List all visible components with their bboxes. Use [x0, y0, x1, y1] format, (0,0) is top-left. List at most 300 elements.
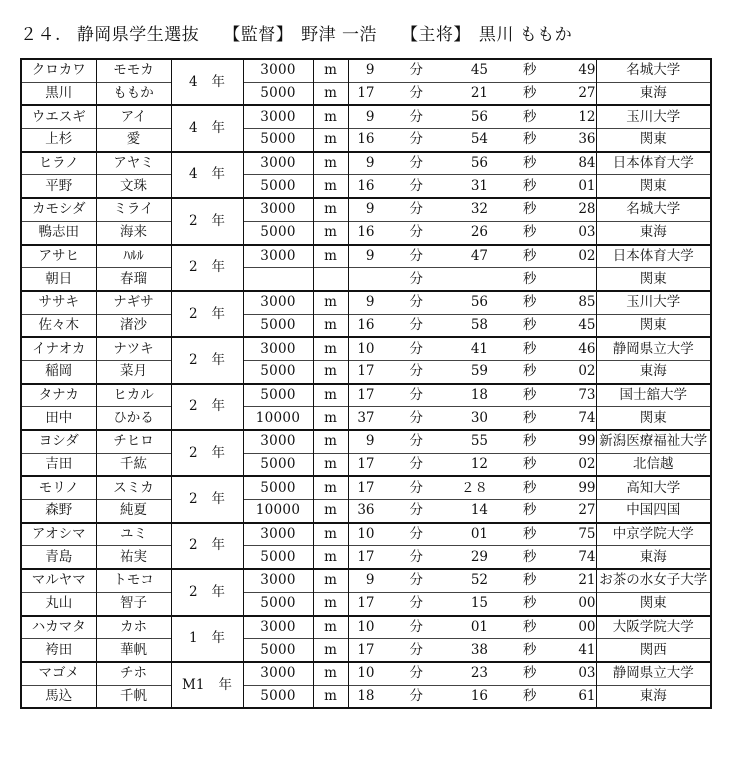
given-name: 文珠: [96, 175, 171, 198]
grade-unit: 年: [211, 305, 226, 322]
university: 名城大学: [596, 198, 711, 221]
time-breakdown: [349, 199, 596, 220]
kana-given-name: ﾊﾙﾙ: [96, 245, 171, 268]
region: 関東: [596, 592, 711, 615]
kana-surname: ヨシダ: [21, 430, 96, 453]
record-time: [348, 360, 596, 383]
distance-unit: m: [313, 592, 348, 615]
distance-unit: [313, 268, 348, 291]
grade-cell: [171, 59, 243, 105]
grade-cell: [171, 430, 243, 476]
distance-unit: m: [313, 569, 348, 592]
athlete-row: [21, 592, 711, 615]
grade-cell: [171, 523, 243, 569]
record-time: [348, 569, 596, 592]
kana-surname: ウエスギ: [21, 105, 96, 128]
seconds-value: 56: [470, 155, 488, 172]
kana-given-name: アイ: [96, 105, 171, 128]
seconds-unit: 秒: [523, 526, 537, 543]
time-breakdown: [349, 60, 596, 81]
seconds-value: 18: [470, 386, 488, 403]
seconds-unit: 秒: [523, 502, 537, 519]
minutes-value: 16: [357, 177, 375, 194]
minutes-value: 9: [365, 294, 375, 311]
distance: 3000: [243, 198, 313, 221]
grade-unit: 年: [211, 444, 226, 461]
grade-cell: [171, 245, 243, 291]
distance: 5000: [243, 82, 313, 105]
minutes-value: 17: [357, 85, 375, 102]
seconds-unit: 秒: [523, 595, 537, 612]
distance-unit: m: [313, 221, 348, 244]
athlete-row: [21, 291, 711, 314]
distance-unit: m: [313, 59, 348, 82]
record-time: [348, 500, 596, 523]
grade-value: 4: [188, 166, 198, 183]
minutes-value: 10: [357, 340, 375, 357]
distance-unit: m: [313, 662, 348, 685]
university: 静岡県立大学: [596, 337, 711, 360]
athlete-row: [21, 616, 711, 639]
distance: 3000: [243, 291, 313, 314]
record-time: [348, 523, 596, 546]
time-breakdown: [349, 593, 596, 614]
seconds-unit: 秒: [523, 433, 537, 450]
minutes-value: 16: [357, 224, 375, 241]
given-name: 華帆: [96, 639, 171, 662]
surname: 黒川: [21, 82, 96, 105]
minutes-unit: 分: [409, 270, 423, 287]
grade-unit: 年: [211, 583, 226, 600]
distance: [243, 268, 313, 291]
athlete-row: [21, 453, 711, 476]
distance: 3000: [243, 105, 313, 128]
seconds-unit: 秒: [523, 687, 537, 704]
minutes-unit: 分: [409, 526, 423, 543]
region: 関東: [596, 407, 711, 430]
seconds-unit: 秒: [523, 85, 537, 102]
grade-unit: 年: [211, 537, 226, 554]
fraction-value: [572, 269, 596, 290]
seconds-value: 23: [470, 665, 488, 682]
minutes-value: 9: [365, 155, 375, 172]
seconds-value: 56: [470, 108, 488, 125]
record-time: [348, 245, 596, 268]
minutes-value: 36: [357, 502, 375, 519]
grade-cell: [171, 198, 243, 244]
minutes-unit: 分: [409, 340, 423, 357]
seconds-unit: 秒: [523, 155, 537, 172]
surname: 田中: [21, 407, 96, 430]
kana-surname: クロカワ: [21, 59, 96, 82]
page-header: [20, 20, 574, 45]
fraction-value: 41: [578, 641, 596, 658]
minutes-value: 16: [357, 316, 375, 333]
grade-value: 2: [188, 491, 198, 508]
fraction-value: 49: [578, 62, 596, 79]
fraction-value: 02: [578, 247, 596, 264]
minutes-value: 9: [365, 433, 375, 450]
seconds-value: 58: [470, 316, 488, 333]
grade-value: 4: [188, 73, 198, 90]
kana-given-name: ミライ: [96, 198, 171, 221]
minutes-unit: 分: [409, 131, 423, 148]
surname: 稲岡: [21, 360, 96, 383]
distance-unit: m: [313, 152, 348, 175]
distance-unit: m: [313, 245, 348, 268]
region: 東海: [596, 221, 711, 244]
fraction-value: 28: [578, 201, 596, 218]
time-breakdown: [349, 547, 596, 568]
kana-given-name: ナギサ: [96, 291, 171, 314]
grade-cell: [171, 152, 243, 198]
time-breakdown: [349, 292, 596, 313]
minutes-unit: 分: [409, 433, 423, 450]
minutes-unit: 分: [409, 386, 423, 403]
kana-given-name: アヤミ: [96, 152, 171, 175]
minutes-unit: 分: [409, 294, 423, 311]
fraction-value: 75: [578, 526, 596, 543]
distance-unit: m: [313, 198, 348, 221]
distance: 3000: [243, 662, 313, 685]
grade-value: 2: [188, 444, 198, 461]
grade-value: 2: [188, 351, 198, 368]
distance-unit: m: [313, 639, 348, 662]
distance-unit: m: [313, 314, 348, 337]
minutes-value: 9: [365, 247, 375, 264]
record-time: [348, 546, 596, 569]
athlete-row: [21, 198, 711, 221]
seconds-value: [458, 269, 488, 290]
time-breakdown: [349, 315, 596, 336]
athlete-row: [21, 360, 711, 383]
kana-surname: マルヤマ: [21, 569, 96, 592]
time-breakdown: [349, 83, 596, 104]
time-breakdown: [349, 339, 596, 360]
coach-tag: 【監督】: [223, 25, 294, 45]
record-time: [348, 129, 596, 152]
seconds-unit: 秒: [523, 201, 537, 218]
athlete-row: [21, 407, 711, 430]
seconds-value: 14: [470, 502, 488, 519]
distance-unit: m: [313, 407, 348, 430]
university: 玉川大学: [596, 291, 711, 314]
university: 日本体育大学: [596, 245, 711, 268]
surname: 鴨志田: [21, 221, 96, 244]
kana-surname: カモシダ: [21, 198, 96, 221]
grade-value: 4: [188, 120, 198, 137]
minutes-unit: 分: [409, 687, 423, 704]
minutes-unit: 分: [409, 548, 423, 565]
seconds-unit: 秒: [523, 224, 537, 241]
kana-surname: モリノ: [21, 476, 96, 499]
athlete-row: [21, 662, 711, 685]
seconds-value: 54: [470, 131, 488, 148]
athlete-row: [21, 221, 711, 244]
distance-unit: m: [313, 105, 348, 128]
distance-unit: m: [313, 129, 348, 152]
fraction-value: 12: [578, 108, 596, 125]
seconds-unit: 秒: [523, 294, 537, 311]
grade-cell: [171, 384, 243, 430]
surname: 吉田: [21, 453, 96, 476]
distance: 3000: [243, 569, 313, 592]
distance: 3000: [243, 337, 313, 360]
fraction-value: 85: [578, 294, 596, 311]
minutes-unit: 分: [409, 363, 423, 380]
seconds-unit: 秒: [523, 108, 537, 125]
distance: 5000: [243, 453, 313, 476]
seconds-unit: 秒: [523, 456, 537, 473]
given-name: ひかる: [96, 407, 171, 430]
kana-surname: ハカマタ: [21, 616, 96, 639]
time-breakdown: [349, 269, 596, 290]
minutes-value: 37: [357, 409, 375, 426]
distance-unit: m: [313, 523, 348, 546]
distance: 3000: [243, 616, 313, 639]
athlete-row: [21, 245, 711, 268]
grade-cell: [171, 105, 243, 151]
distance: 5000: [243, 592, 313, 615]
seconds-unit: 秒: [523, 479, 537, 496]
record-time: [348, 198, 596, 221]
athlete-row: [21, 546, 711, 569]
kana-surname: アオシマ: [21, 523, 96, 546]
grade-value: 2: [188, 398, 198, 415]
record-time: [348, 662, 596, 685]
given-name: 菜月: [96, 360, 171, 383]
seconds-unit: 秒: [523, 363, 537, 380]
surname: 袴田: [21, 639, 96, 662]
fraction-value: 03: [578, 224, 596, 241]
surname: 森野: [21, 500, 96, 523]
minutes-unit: 分: [409, 177, 423, 194]
grade-unit: 年: [218, 676, 232, 693]
region: 関東: [596, 129, 711, 152]
minutes-unit: 分: [409, 155, 423, 172]
distance: 5000: [243, 360, 313, 383]
time-breakdown: [349, 107, 596, 128]
minutes-unit: 分: [409, 618, 423, 635]
distance: 5000: [243, 546, 313, 569]
kana-surname: アサヒ: [21, 245, 96, 268]
grade-cell: [171, 337, 243, 383]
distance: 5000: [243, 221, 313, 244]
athlete-row: [21, 569, 711, 592]
minutes-value: 17: [357, 595, 375, 612]
record-time: [348, 592, 596, 615]
record-time: [348, 337, 596, 360]
surname: 佐々木: [21, 314, 96, 337]
given-name: 春瑠: [96, 268, 171, 291]
minutes-value: 17: [357, 363, 375, 380]
distance: 5000: [243, 384, 313, 407]
minutes-value: 17: [357, 641, 375, 658]
fraction-value: 45: [578, 316, 596, 333]
grade-unit: 年: [211, 259, 226, 276]
minutes-unit: 分: [409, 247, 423, 264]
record-time: [348, 105, 596, 128]
fraction-value: 27: [578, 85, 596, 102]
region: 関東: [596, 175, 711, 198]
fraction-value: 46: [578, 340, 596, 357]
athlete-row: [21, 59, 711, 82]
minutes-value: 9: [365, 572, 375, 589]
time-breakdown: [349, 617, 596, 638]
athlete-row: [21, 129, 711, 152]
record-time: [348, 221, 596, 244]
record-time: [348, 430, 596, 453]
minutes-value: 17: [357, 479, 375, 496]
region: 東海: [596, 82, 711, 105]
given-name: 海来: [96, 221, 171, 244]
seconds-value: ２８: [461, 479, 488, 496]
grade-unit: 年: [211, 351, 226, 368]
minutes-unit: 分: [409, 224, 423, 241]
minutes-value: 10: [357, 526, 375, 543]
kana-surname: マゴメ: [21, 662, 96, 685]
grade-cell: [171, 662, 243, 708]
record-time: [348, 616, 596, 639]
distance-unit: m: [313, 546, 348, 569]
grade-unit: 年: [211, 166, 226, 183]
time-breakdown: [349, 176, 596, 197]
minutes-unit: 分: [409, 641, 423, 658]
kana-given-name: トモコ: [96, 569, 171, 592]
kana-surname: ヒラノ: [21, 152, 96, 175]
fraction-value: 74: [578, 548, 596, 565]
surname: 馬込: [21, 685, 96, 708]
grade-cell: [171, 291, 243, 337]
grade-unit: 年: [211, 630, 226, 647]
time-breakdown: [349, 640, 596, 661]
minutes-unit: 分: [409, 85, 423, 102]
time-breakdown: [349, 686, 596, 707]
roster-table: [20, 58, 712, 709]
seconds-value: 45: [470, 62, 488, 79]
grade-value: 2: [188, 259, 198, 276]
distance-unit: m: [313, 476, 348, 499]
distance-unit: m: [313, 430, 348, 453]
fraction-value: 00: [578, 618, 596, 635]
seconds-unit: 秒: [523, 641, 537, 658]
university: 新潟医療福祉大学: [596, 430, 711, 453]
seconds-unit: 秒: [523, 409, 537, 426]
grade-unit: 年: [211, 398, 226, 415]
time-breakdown: [349, 129, 596, 150]
distance: 5000: [243, 129, 313, 152]
athlete-row: [21, 500, 711, 523]
seconds-unit: 秒: [523, 386, 537, 403]
distance: 5000: [243, 685, 313, 708]
seconds-unit: 秒: [523, 247, 537, 264]
kana-surname: イナオカ: [21, 337, 96, 360]
athlete-row: [21, 105, 711, 128]
seconds-unit: 秒: [523, 270, 537, 287]
time-breakdown: [349, 385, 596, 406]
region: 関東: [596, 314, 711, 337]
minutes-unit: 分: [409, 108, 423, 125]
athlete-row: [21, 82, 711, 105]
kana-given-name: カホ: [96, 616, 171, 639]
fraction-value: 21: [578, 572, 596, 589]
distance-unit: m: [313, 360, 348, 383]
kana-given-name: スミカ: [96, 476, 171, 499]
distance: 3000: [243, 430, 313, 453]
given-name: 千紘: [96, 453, 171, 476]
minutes-unit: 分: [409, 62, 423, 79]
minutes-value: 16: [357, 131, 375, 148]
team-number: ２４.: [20, 25, 61, 45]
given-name: 愛: [96, 129, 171, 152]
athlete-row: [21, 337, 711, 360]
seconds-unit: 秒: [523, 316, 537, 333]
distance: 3000: [243, 152, 313, 175]
time-breakdown: [349, 153, 596, 174]
minutes-value: [349, 269, 375, 290]
record-time: [348, 476, 596, 499]
record-time: [348, 407, 596, 430]
grade-unit: 年: [211, 73, 226, 90]
distance-unit: m: [313, 500, 348, 523]
athlete-row: [21, 314, 711, 337]
fraction-value: 36: [578, 131, 596, 148]
athlete-row: [21, 639, 711, 662]
minutes-unit: 分: [409, 502, 423, 519]
record-time: [348, 314, 596, 337]
distance-unit: m: [313, 291, 348, 314]
distance-unit: m: [313, 175, 348, 198]
seconds-unit: 秒: [523, 618, 537, 635]
fraction-value: 02: [578, 456, 596, 473]
seconds-unit: 秒: [523, 131, 537, 148]
athlete-row: [21, 685, 711, 708]
minutes-unit: 分: [409, 479, 423, 496]
record-time: [348, 291, 596, 314]
seconds-value: 01: [470, 526, 488, 543]
distance: 10000: [243, 407, 313, 430]
team-name: 静岡県学生選抜: [76, 25, 200, 45]
given-name: 智子: [96, 592, 171, 615]
seconds-value: 47: [470, 247, 488, 264]
university: 名城大学: [596, 59, 711, 82]
region: 東海: [596, 546, 711, 569]
distance-unit: m: [313, 384, 348, 407]
grade-unit: 年: [211, 120, 226, 137]
minutes-value: 10: [357, 618, 375, 635]
minutes-value: 17: [357, 548, 375, 565]
time-breakdown: [349, 500, 596, 521]
seconds-value: 16: [470, 687, 488, 704]
athlete-row: [21, 268, 711, 291]
kana-given-name: ユミ: [96, 523, 171, 546]
grade-value: 1: [188, 630, 198, 647]
distance: 5000: [243, 175, 313, 198]
record-time: [348, 384, 596, 407]
university: 国士舘大学: [596, 384, 711, 407]
minutes-unit: 分: [409, 316, 423, 333]
given-name: 祐実: [96, 546, 171, 569]
kana-given-name: ナツキ: [96, 337, 171, 360]
time-breakdown: [349, 478, 596, 499]
seconds-value: 12: [470, 456, 488, 473]
fraction-value: 61: [578, 687, 596, 704]
time-breakdown: [349, 246, 596, 267]
given-name: 渚沙: [96, 314, 171, 337]
university: 日本体育大学: [596, 152, 711, 175]
minutes-unit: 分: [409, 409, 423, 426]
region: 関東: [596, 268, 711, 291]
